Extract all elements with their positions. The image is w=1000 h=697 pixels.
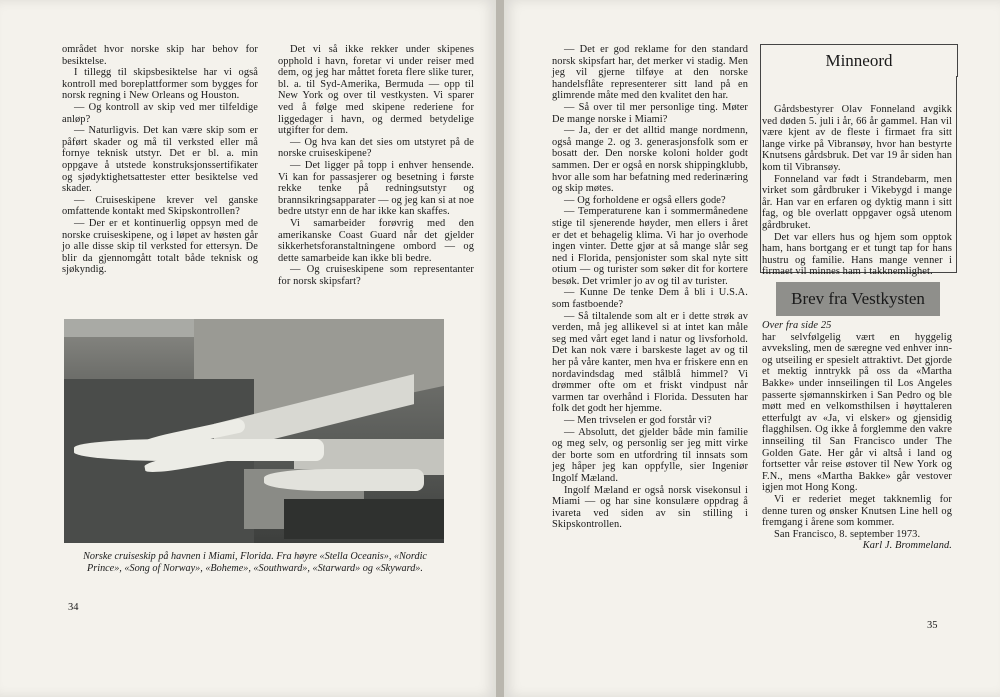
photo-caption: Norske cruiseskip på havnen i Miami, Florida. Fra høyre «Stella Oceanis», «Nordic Prince», «Song of Norway», «Boheme», «Southward», «Starward» og «Skyward». xyxy=(83,551,427,575)
paragraph: — Temperaturene kan i sommermånedene stige til sjenerende høyder, men ellers i året er det et behagelig klima. Vi har jo overhode ingen vinter. Dette gjør at så mange slår seg ned i Florida, pensjonister som skal nyte sitt otium — og turister som søker dit for kortere besøk. Det vrimler jo av og til av turister. xyxy=(552,206,748,287)
paragraph: Vi samarbeider forøvrig med den amerikanske Coast Guard når det gjelder sikkerhetsforanstaltningene ombord — og dette samarbeide kan ikke bli bedre. xyxy=(278,217,474,264)
place-date: San Francisco, 8. september 1973. xyxy=(774,528,921,540)
paragraph: Det var ellers hus og hjem som opptok ham, hans bortgang er et tungt tap for hans hustru og familie. Hans mange venner i firmaet vil minnes ham i takknemlighet. xyxy=(762,231,952,278)
paragraph: Vi er rederiet meget takknemlig for denne turen og ønsker Knutsen Line hell og fremgang i årene som kommer. xyxy=(762,493,952,529)
paragraph: har selvfølgelig vært en hyggelig avveksling, men de særegne ved enhver inn- og utseiling er spesielt attraktivt. Det gjorde et mektig inntrykk på oss da «Martha Bakke» under innseilingen til Los Angeles passerte sjømannskirken i San Pedro og ble møtt med en velkomsthilsen i høyttaleren etterfulgt av «Ja, vi elsker» og gjensidig flagghilsen. Og ikke å forglemme den vakre innseiling til San Francisco under The Golden Gate. Her går vi altså i land og fortsetter vår reise østover til New York og F.N., mens «Martha Bakke» går vestover igjen mot Hong Kong. xyxy=(762,331,952,494)
paragraph: Gårdsbestyrer Olav Fonneland avgikk ved døden 5. juli i år, 66 år gammel. Han vil være kjent av de fleste i firmaet fra sitt lange virke på Vibransøy, hvor han bestyrte Knutsens gårdsbruk. Det var 19 år siden han kom til Vibransøy. xyxy=(762,104,952,173)
paragraph: — Ja, der er det alltid mange nordmenn, også mange 2. og 3. generasjonsfolk som er bosatt der. Den norske koloni holder godt sammen. Der er også en norsk shippingklubb, hvor alle som har befatning med rederinæring og skip møtes. xyxy=(552,125,748,195)
left-page-column-1 xyxy=(62,44,258,276)
paragraph: — Det ligger på topp i enhver hensende. Vi kan for passasjerer og besetning i første rekke tenke på redningsutstyr og brannsikringsapparater — og jeg kan si at noe bedre utstyr enn de har ikke kan skaffes. xyxy=(278,159,474,218)
paragraph: — Så tiltalende som alt er i dette strøk av verden, må jeg allikevel si at intet kan måle seg med vårt eget land i natur og livsforhold. Det kan nok være i barskeste laget av og til her på våre kanter, men hva er friskere enn en nordavindsdag med stålblå himmel? Vi drømmer ofte om et friskt vindpust når varmen tar overhånd i Florida. Dessuten har folk det godt her hjemme. xyxy=(552,310,748,415)
box-border xyxy=(956,76,957,273)
paragraph: — Og kontroll av skip ved mer tilfeldige anløp? xyxy=(62,101,258,125)
paragraph: — Det er god reklame for den standard norsk skipsfart har, det merker vi stadig. Men jeg vil gjerne tilføye at den norske handelsflåte representerer sitt land på en glimrende måte med den kvalitet den har. xyxy=(552,44,748,102)
harbor-photo xyxy=(64,319,444,543)
continued-from: Over fra side 25 xyxy=(762,320,832,331)
paragraph: — Kunne De tenke Dem å bli i U.S.A. som fastboende? xyxy=(552,287,748,311)
paragraph: — Absolutt, det gjelder både min familie og meg selv, og personlig ser jeg mitt virke der borte som en utfordring til innsats som jeg håper jeg kan oppfylle, sier Ingeniør Ingolf Mæland. xyxy=(552,426,748,484)
minneord-heading: Minneord xyxy=(760,44,958,77)
paragraph: — Cruiseskipene krever vel ganske omfattende kontakt med Skipskontrollen? xyxy=(62,194,258,218)
right-page-column-1 xyxy=(552,44,748,531)
paragraph: Ingolf Mæland er også norsk visekonsul i Miami — og har sine konsulære oppdrag å ivareta ved siden av sin stilling i Skipskontrollen. xyxy=(552,484,748,531)
paragraph: Fonneland var født i Strandebarm, men virket som gårdbruker i Vikebygd i mange år. Han var en erfaren og dyktig mann i sitt fag, og ble overlatt oppgaver også utenom gårdbruket. xyxy=(762,173,952,231)
paragraph: — Og cruiseskipene som representanter for norsk skipsfart? xyxy=(278,264,474,287)
left-page-column-2 xyxy=(278,44,474,287)
brev-heading: Brev fra Vestkysten xyxy=(776,282,940,316)
paragraph: — Så over til mer personlige ting. Møter De mange norske i Miami? xyxy=(552,101,748,125)
paragraph: — Der er et kontinuerlig oppsyn med de norske cruiseskipene, og i løpet av høsten går jo alle disse skip til verksted for ettersyn. De blir da gjennomgått totalt både teknisk og sjøkyndig. xyxy=(62,217,258,276)
minneord-body xyxy=(762,104,952,278)
paragraph: — Og forholdene er også ellers gode? xyxy=(564,194,726,206)
page-number: 35 xyxy=(927,620,938,631)
page-gutter xyxy=(496,0,504,697)
paragraph: — Og hva kan det sies om utstyret på de norske cruiseskipene? xyxy=(278,136,474,160)
signature: Karl J. Brommeland. xyxy=(862,540,952,552)
paragraph: Det vi så ikke rekker under skipenes opphold i havn, foretar vi under reiser med dem, og jeg har måttet foreta flere slike turer, bl. a. til Syd-Amerika, Bermuda — opp til New York og over til vestkysten. Vi sparer ved å følge med skipene rederiene for liggedager i havn, og dermed betydelige utgifter for dem. xyxy=(278,44,474,137)
paragraph: — Naturligvis. Det kan være skip som er påført skader og må til verksted eller må fornye teknisk utstyr. Det er bl. a. min oppgave å utstede konstruksjonssertifikater og sjødyktighetsattester etter besiktelse ved skader. xyxy=(62,125,258,195)
paragraph: I tillegg til skipsbesiktelse har vi også kontroll med boreplattformer som bygges for norsk regning i New Orleans og Houston. xyxy=(62,67,258,102)
page-number: 34 xyxy=(68,602,79,613)
paragraph: området hvor norske skip har behov for besiktelse. xyxy=(62,44,258,67)
box-border xyxy=(760,76,761,273)
paragraph: — Men trivselen er god forstår vi? xyxy=(564,415,712,426)
brev-body xyxy=(762,320,952,552)
